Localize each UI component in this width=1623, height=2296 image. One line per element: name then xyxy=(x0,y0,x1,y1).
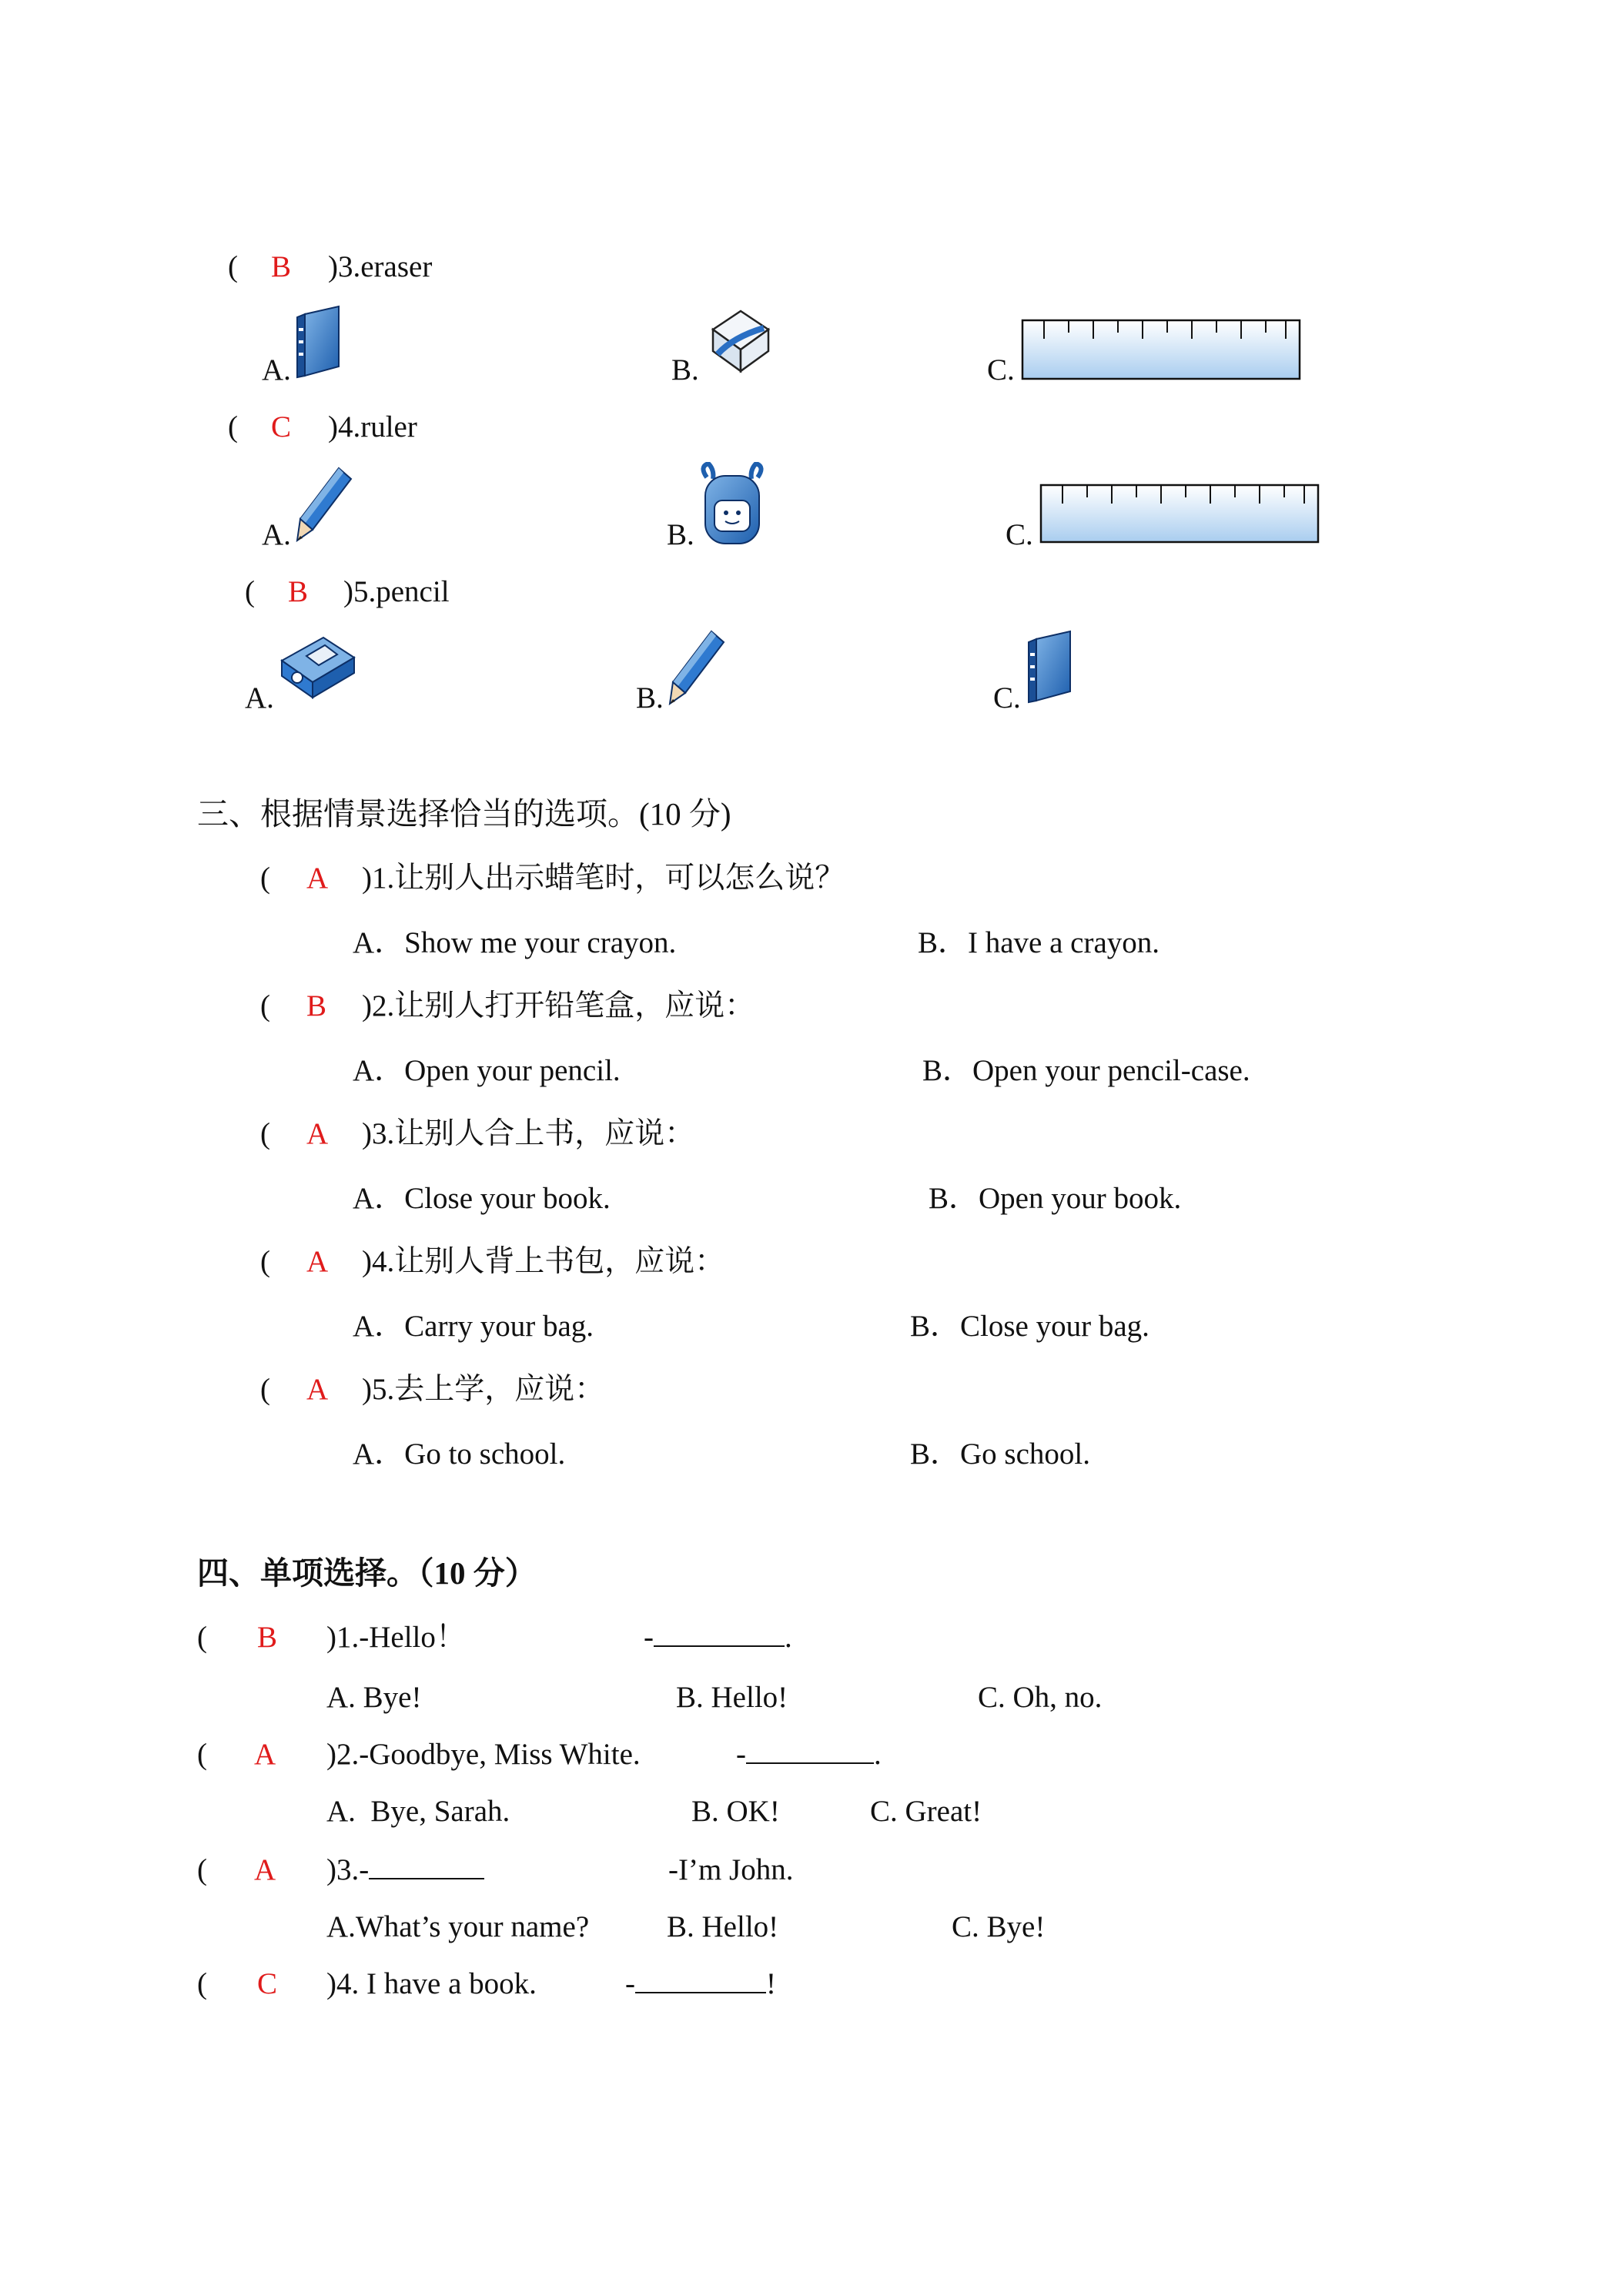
s4-q1-open: ( xyxy=(197,1621,207,1654)
s4-q1-option-c: C. Oh, no. xyxy=(978,1681,1103,1714)
q5-option-b-label: B. xyxy=(636,681,664,715)
s3-q3-stem: )3.让别人合上书，应说： xyxy=(362,1117,695,1150)
s3-q2-answer: B xyxy=(306,989,327,1022)
s3-q3-option-a: A．Close your book. xyxy=(353,1182,611,1215)
s3-q3-answer: A xyxy=(306,1117,329,1150)
schoolbag-icon xyxy=(698,462,767,547)
sharpener-icon xyxy=(277,630,357,701)
s3-q3-option-b: B．Open your book. xyxy=(929,1182,1182,1215)
s3-q1-stem: )1.让别人出示蜡笔时，可以怎么说？ xyxy=(362,862,845,895)
s4-q2-answer: A xyxy=(254,1738,276,1771)
q4-option-c-label: C. xyxy=(1006,518,1033,551)
q4-answer: C xyxy=(271,410,292,443)
q3-stem: )3.eraser xyxy=(328,250,433,283)
answer-blank[interactable] xyxy=(654,1621,785,1647)
s3-q4-answer: A xyxy=(306,1245,329,1278)
s3-q3-open: ( xyxy=(260,1117,270,1150)
s3-q4-open: ( xyxy=(260,1245,270,1278)
q5-open-paren: ( xyxy=(245,575,255,608)
s3-q2-option-b: B．Open your pencil-case. xyxy=(922,1054,1250,1087)
q5-answer: B xyxy=(288,575,309,608)
s4-q2-option-a: A. Bye, Sarah. xyxy=(326,1795,510,1828)
s4-q1-option-b: B. Hello! xyxy=(676,1681,788,1714)
ruler-icon xyxy=(1039,484,1320,544)
ruler-icon xyxy=(1021,319,1301,380)
s4-q4-stem: )4. I have a book. xyxy=(326,1967,537,2000)
q4-option-b-label: B. xyxy=(667,518,694,551)
s4-q4-reply: - ! xyxy=(625,1967,776,2000)
pencil-icon xyxy=(668,628,727,707)
q5-stem: )5.pencil xyxy=(343,575,450,608)
s3-q2-option-a: A．Open your pencil. xyxy=(353,1054,621,1087)
q3-option-c-label: C. xyxy=(987,353,1015,387)
q5-option-a-label: A. xyxy=(245,681,274,715)
s4-q3-stem: )3.- xyxy=(326,1853,484,1888)
pencil-icon xyxy=(296,465,354,544)
s3-q1-option-b: B．I have a crayon. xyxy=(918,926,1160,959)
s3-q5-option-b: B．Go school. xyxy=(910,1438,1091,1471)
s4-q2-option-b: B. OK! xyxy=(691,1795,780,1828)
s3-q1-open: ( xyxy=(260,862,270,895)
answer-blank[interactable] xyxy=(369,1853,484,1879)
q4-option-a-label: A. xyxy=(262,518,291,551)
answer-blank[interactable] xyxy=(635,1967,766,1993)
s4-q4-answer: C xyxy=(257,1967,278,2000)
s3-q2-stem: )2.让别人打开铅笔盒，应说： xyxy=(362,989,755,1022)
s4-q1-answer: B xyxy=(257,1621,278,1654)
s4-q3-reply: -I’m John. xyxy=(668,1853,794,1886)
s4-q1-option-a: A. Bye! xyxy=(326,1681,422,1714)
q5-option-c-label: C. xyxy=(993,681,1021,715)
section3-heading: 三、根据情景选择恰当的选项。(10 分) xyxy=(197,796,731,832)
s4-q2-open: ( xyxy=(197,1738,207,1771)
q4-open-paren: ( xyxy=(228,410,238,443)
s4-q3-answer: A xyxy=(254,1853,276,1886)
s4-q3-option-c: C. Bye! xyxy=(952,1910,1046,1943)
answer-blank[interactable] xyxy=(746,1738,874,1764)
s3-q5-option-a: A．Go to school. xyxy=(353,1438,566,1471)
q3-option-a-label: A. xyxy=(262,353,291,387)
s4-q1-stem: )1.-Hello！ xyxy=(326,1621,466,1654)
s4-q3-open: ( xyxy=(197,1853,207,1886)
s3-q4-option-b: B．Close your bag. xyxy=(910,1310,1149,1343)
s3-q5-stem: )5.去上学，应说： xyxy=(362,1373,605,1406)
s3-q1-answer: A xyxy=(306,862,329,895)
s3-q4-option-a: A．Carry your bag. xyxy=(353,1310,594,1343)
s4-q3-option-b: B. Hello! xyxy=(667,1910,779,1943)
s3-q5-answer: A xyxy=(306,1373,329,1406)
s4-q1-reply: - . xyxy=(644,1621,792,1654)
s4-q2-stem: )2.-Goodbye, Miss White. xyxy=(326,1738,641,1771)
s3-q2-open: ( xyxy=(260,989,270,1022)
book-icon xyxy=(1026,630,1075,704)
s3-q5-open: ( xyxy=(260,1373,270,1406)
s4-q4-open: ( xyxy=(197,1967,207,2000)
s3-q1-option-a: A．Show me your crayon. xyxy=(353,926,677,959)
s4-q3-option-a: A.What’s your name? xyxy=(326,1910,590,1943)
q3-answer: B xyxy=(271,250,292,283)
s4-q2-reply: - . xyxy=(736,1738,882,1771)
s4-q2-option-c: C. Great! xyxy=(870,1795,982,1828)
q4-stem: )4.ruler xyxy=(328,410,417,443)
s3-q4-stem: )4.让别人背上书包，应说： xyxy=(362,1245,725,1278)
eraser-icon xyxy=(702,306,773,376)
section4-heading: 四、单项选择。（10 分） xyxy=(197,1555,537,1591)
book-icon xyxy=(294,305,343,379)
q3-option-b-label: B. xyxy=(671,353,699,387)
q3-open-paren: ( xyxy=(228,250,238,283)
